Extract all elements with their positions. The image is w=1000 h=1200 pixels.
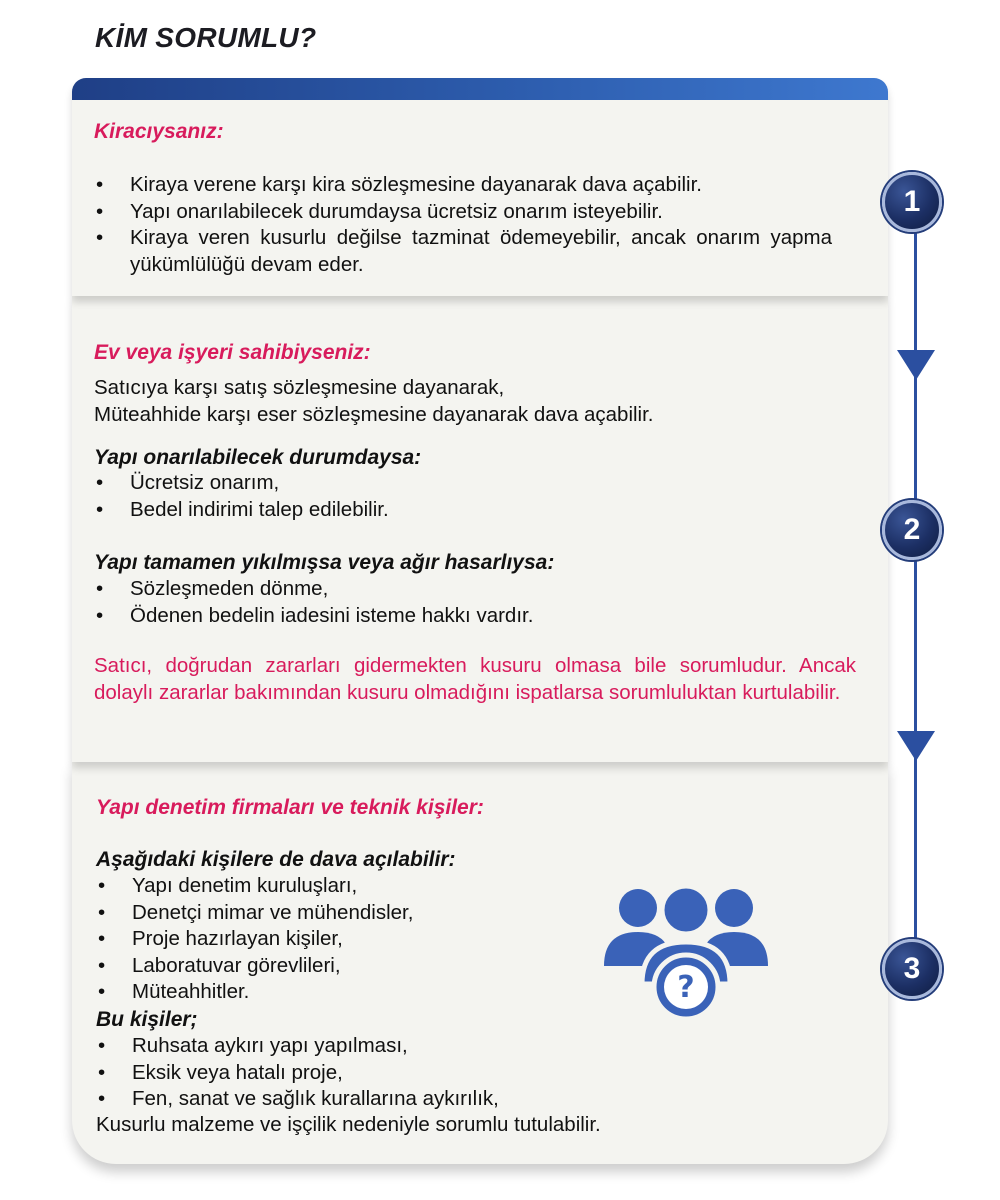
step-badge-2: 2	[882, 500, 942, 560]
closing-line: Kusurlu malzeme ve işçilik nedeniyle sorumlu tutulabilir.	[96, 1113, 601, 1136]
card-header-bar	[72, 78, 888, 100]
list-item: • Laboratuvar görevlileri,	[96, 953, 413, 980]
persons-list	[96, 1033, 499, 1113]
repairable-heading: Yapı onarılabilecek durumdaysa:	[94, 446, 422, 469]
list-item: • Ödenen bedelin iadesini isteme hakkı vardır.	[94, 603, 533, 630]
list-item: • Yapı denetim kuruluşları,	[96, 873, 413, 900]
step-badge-3: 3	[882, 939, 942, 999]
list-item: • Kiraya veren kusurlu değilse tazminat ödemeyebilir, ancak onarım yapma yükümlülüğü devam eder.	[94, 225, 832, 278]
repairable-list	[94, 470, 389, 523]
destroyed-heading: Yapı tamamen yıkılmışsa veya ağır hasarlıysa:	[94, 551, 555, 574]
owner-card	[72, 296, 888, 762]
list-item: • Ücretsiz onarım,	[94, 470, 389, 497]
tenant-list	[94, 172, 832, 278]
tenant-card	[72, 78, 888, 296]
destroyed-list	[94, 576, 533, 629]
people-question-icon	[600, 880, 772, 1026]
list-item: • Eksik veya hatalı proje,	[96, 1060, 499, 1087]
arrow-down-icon	[897, 731, 935, 761]
list-item: • Bedel indirimi talep edilebilir.	[94, 497, 389, 524]
list-item: • Fen, sanat ve sağlık kurallarına aykırılık,	[96, 1086, 499, 1113]
owner-heading: Ev veya işyeri sahibiyseniz:	[94, 341, 371, 364]
persons-heading: Bu kişiler;	[96, 1008, 198, 1031]
sued-heading: Aşağıdaki kişilere de dava açılabilir:	[96, 848, 456, 871]
arrow-down-icon	[897, 350, 935, 380]
sued-list	[96, 873, 413, 1006]
svg-text:?: ?	[677, 970, 695, 1005]
list-item: • Sözleşmeden dönme,	[94, 576, 533, 603]
inspection-heading: Yapı denetim firmaları ve teknik kişiler:	[96, 796, 484, 819]
list-item: • Yapı onarılabilecek durumdaysa ücretsiz onarım isteyebilir.	[94, 199, 832, 226]
list-item: • Müteahhitler.	[96, 979, 413, 1006]
seller-liability-note: Satıcı, doğrudan zararları gidermekten kusuru olmasa bile sorumludur. Ancak dolaylı zararlar bakımından kusuru olmadığını ispatlarsa sorumluluktan kurtulabilir.	[94, 654, 856, 704]
tenant-heading: Kiracıysanız:	[94, 120, 224, 143]
list-item: • Denetçi mimar ve mühendisler,	[96, 900, 413, 927]
timeline-line	[914, 232, 917, 942]
list-item: • Ruhsata aykırı yapı yapılması,	[96, 1033, 499, 1060]
step-badge-1: 1	[882, 172, 942, 232]
list-item: • Kiraya verene karşı kira sözleşmesine dayanarak dava açabilir.	[94, 172, 832, 199]
owner-intro-line: Müteahhide karşı eser sözleşmesine dayanarak dava açabilir.	[94, 403, 654, 426]
page-title: KİM SORUMLU?	[95, 22, 317, 53]
list-item: • Proje hazırlayan kişiler,	[96, 926, 413, 953]
owner-intro-line: Satıcıya karşı satış sözleşmesine dayanarak,	[94, 376, 505, 399]
